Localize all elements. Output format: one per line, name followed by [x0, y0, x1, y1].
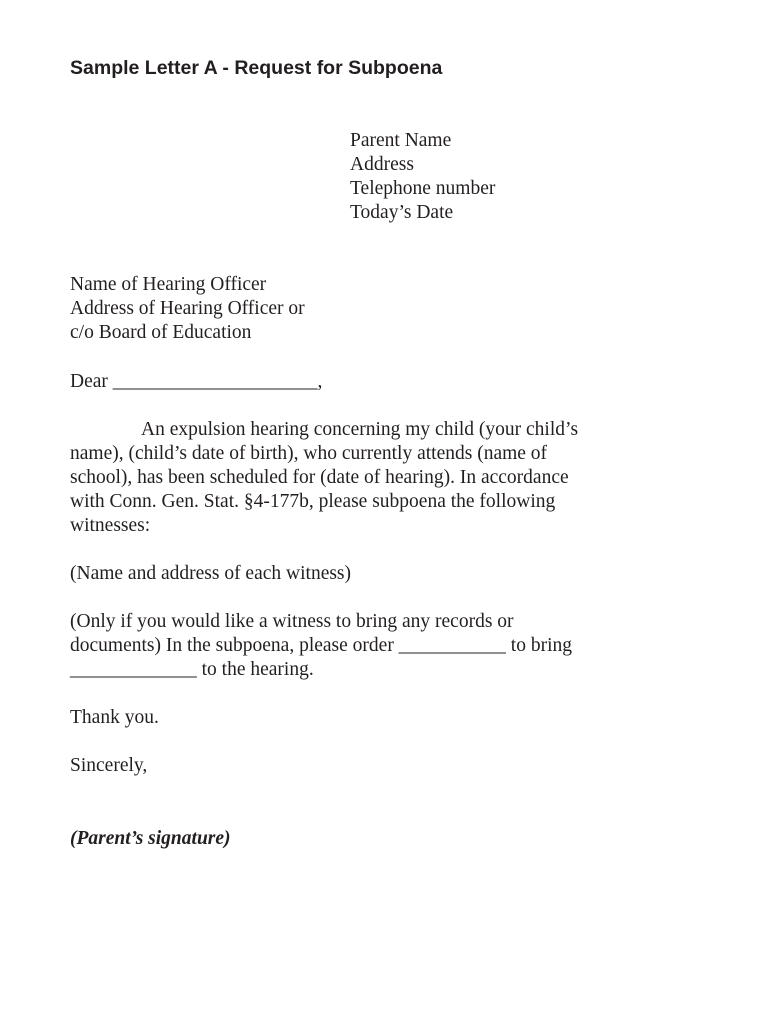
recipient-block — [70, 273, 305, 345]
sender-block — [350, 129, 495, 225]
document-title: Sample Letter A - Request for Subpoena — [70, 57, 443, 79]
body-line: with Conn. Gen. Stat. §4-177b, please subpoena the following — [70, 491, 556, 512]
records-line: documents) In the subpoena, please order ___________ to bring — [70, 635, 573, 656]
records-line: (Only if you would like a witness to bring any records or — [70, 611, 514, 632]
body-line: school), has been scheduled for (date of hearing). In accordance — [70, 467, 569, 488]
witness-paragraph: (Name and address of each witness) — [70, 563, 352, 584]
sender-name: Parent Name — [350, 130, 452, 151]
signature-placeholder: (Parent’s signature) — [70, 828, 231, 849]
body-line: An expulsion hearing concerning my child (your child’s — [141, 419, 579, 440]
sender-telephone: Telephone number — [350, 178, 496, 199]
body-line: name), (child’s date of birth), who currently attends (name of — [70, 443, 548, 464]
records-paragraph — [70, 610, 572, 682]
closing-line: Sincerely, — [70, 755, 148, 776]
sender-date: Today’s Date — [350, 202, 454, 223]
thanks-line: Thank you. — [70, 707, 159, 728]
body-line: witnesses: — [70, 515, 151, 536]
recipient-board: c/o Board of Education — [70, 322, 252, 343]
records-line: _____________ to the hearing. — [70, 659, 314, 680]
sender-address: Address — [350, 154, 414, 175]
salutation: Dear _____________________, — [70, 371, 323, 392]
recipient-name: Name of Hearing Officer — [70, 274, 267, 295]
recipient-address: Address of Hearing Officer or — [70, 298, 305, 319]
body-paragraph — [70, 418, 680, 538]
